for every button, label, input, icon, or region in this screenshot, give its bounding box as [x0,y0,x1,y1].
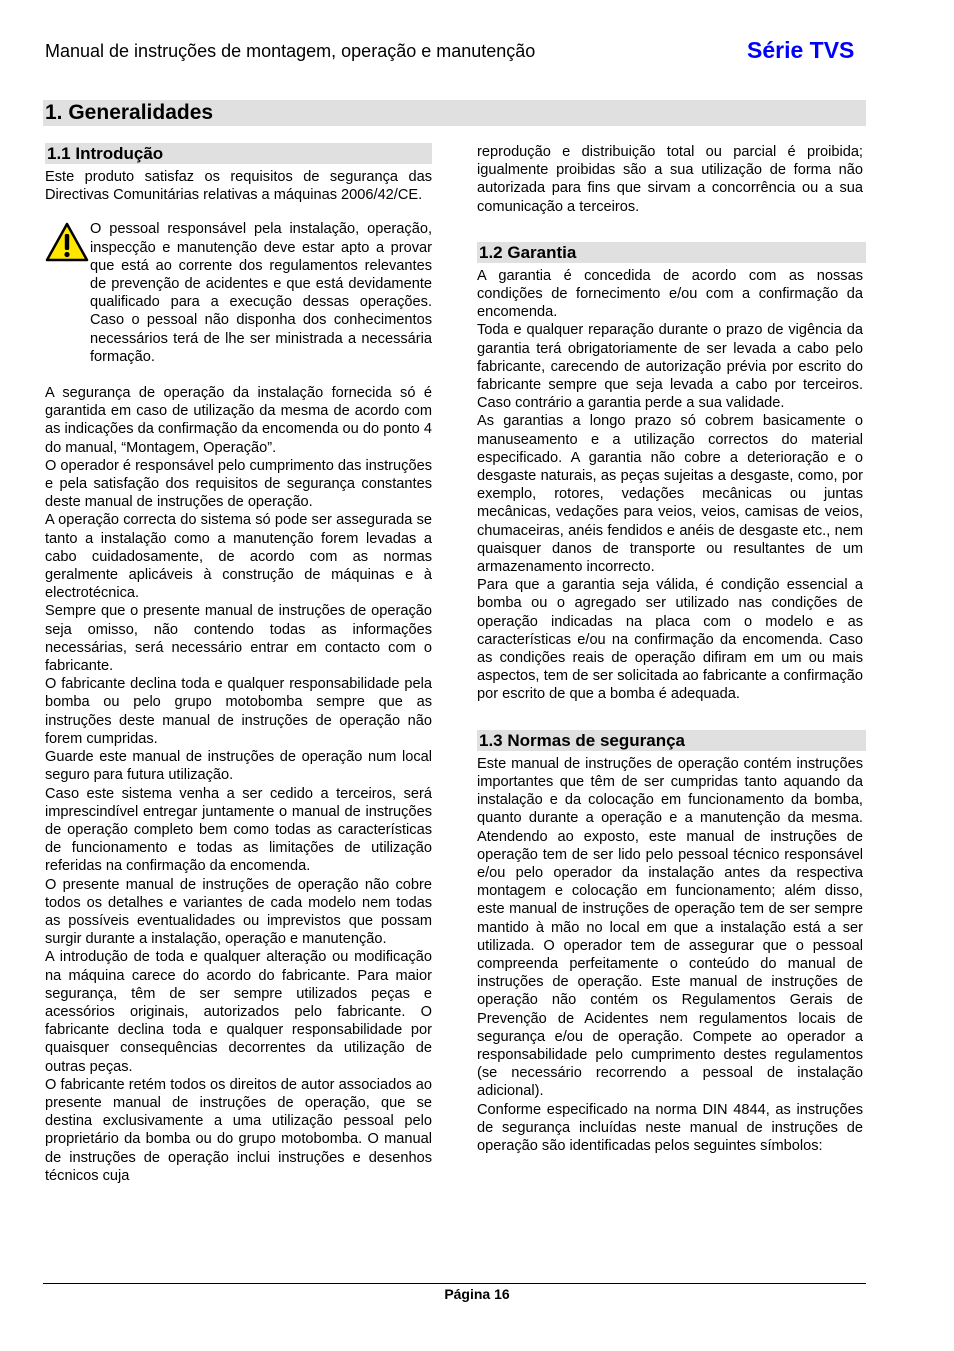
paragraph: Conforme especificado na norma DIN 4844, as instruções de segurança incluídas neste manual de instruções de operação são identificadas pelos seguintes símbolos: [477,1101,863,1154]
page-number: Página 16 [444,1286,510,1302]
series-label: Série TVS [747,37,855,63]
right-column [477,143,863,1155]
warning-triangle-icon [45,222,89,262]
subsection-heading-bar [477,730,866,751]
paragraph: Caso este sistema venha a ser cedido a terceiros, será imprescindível entregar juntamente o manual de instruções de operação completo bem como todas as características de funcionamento e todas as limitações de utilização referidas na confirmação da encomenda. [45,785,432,875]
subsection-title-safety: 1.3 Normas de segurança [479,730,685,750]
paragraph: O fabricante declina toda e qualquer responsabilidade pela bomba ou pelo grupo motobomba sempre que as instruções deste manual de instruções de operação não forem cumpridas. [45,676,432,747]
section-heading-bar [43,100,866,126]
paragraph: A introdução de toda e qualquer alteração ou modificação na máquina carece do acordo do fabricante. Para maior segurança, têm de ser sempre utilizados peças e acessórios originais, autorizados pelo fabricante. O fabricante declina toda e qualquer responsabilidade por quaisquer consequências decorrentes da utilização de outras peças. [45,949,432,1075]
warning-text: O pessoal responsável pela instalação, operação, inspecção e manutenção deve estar apto a provar que está ao corrente dos regulamentos relevantes de prevenção de acidentes e que está devidamente qualificado para a execução dessas operações. Caso o pessoal não disponha dos conhecimentos necessários terá de lhe ser ministrada a necessária formação. [90,221,432,365]
paragraph: Toda e qualquer reparação durante o prazo de vigência da garantia terá obrigatoriamente de ser levada a cabo pelo fabricante, carecendo de autorização prévia por escrito do fabricante sempre que seja levada a cabo por terceiros. Caso contrário a garantia perde a sua validade. [477,322,863,412]
warning-block [45,220,432,366]
section-title: 1. Generalidades [45,101,214,124]
paragraph: A garantia é concedida de acordo com as nossas condições de fornecimento e/ou com a confirmação da encomenda. [477,267,863,321]
paragraph: O fabricante retém todos os direitos de autor associados ao presente manual de instruções de operação, que se destina exclusivamente a uma utilização pessoal pelo proprietário da bomba ou do grupo motobomba. O manual de instruções de operação inclui instruções e desenhos técnicos cuja [45,1076,432,1184]
paragraph: O operador é responsável pelo cumprimento das instruções e pela satisfação dos requisitos de segurança constantes deste manual de instruções de operação. [45,457,432,511]
paragraph: Este manual de instruções de operação contém instruções importantes que têm de ser cumpridas tanto aquando da instalação e da colocação em funcionamento da bomba, quanto durante a operação e a manutenção da mesma. Atendendo ao exposto, este manual de instruções de operação tem de ser lido pelo pessoal técnico responsável e/ou pelo operador da instalação antes da respectiva montagem e colocação em funcionamento; além disso, este manual de instruções de operação tem de ser sempre mantido à mão no local em que a instalação está a ser utilizada. O operador tem de assegurar que o pessoal compreenda perfeitamente o conteúdo do manual de instruções de operação. Este manual de instruções de operação não contém os Regulamentos Gerais de Prevenção de Acidentes nem regulamentos locais de segurança e/ou de operação. Compete ao operador a responsabilidade pelo cumprimento destes regulamentos (se necessário recorrendo a pessoal de instalação adicional). [477,755,863,1100]
paragraph: Guarde este manual de instruções de operação num local seguro para futura utilização. [45,749,432,784]
subsection-heading-bar [477,242,866,263]
paragraph: A operação correcta do sistema só pode ser assegurada se tanto a instalação como a manutenção forem levadas a cabo cuidadosamente, de acordo com as normas geralmente aplicáveis à construção de máquinas e à electrotécnica. [45,512,432,602]
paragraph: Sempre que o presente manual de instruções de operação seja omisso, não contendo todas as informações necessárias, será necessário entrar em contacto com o fabricante. [45,603,432,675]
paragraph: Este produto satisfaz os requisitos de segurança das Directivas Comunitárias relativas a máquinas 2006/42/CE. [45,169,432,204]
paragraph: A segurança de operação da instalação fornecida só é garantida em caso de utilização da mesma de acordo com as indicações da confirmação da encomenda ou do ponto 4 do manual, “Montagem, Operação”. [45,385,432,456]
subsection-heading-bar [45,143,432,164]
subsection-title-intro: 1.1 Introdução [47,144,164,163]
paragraph-continued: reprodução e distribuição total ou parcial é proibida; igualmente proibidas são a sua utilização de forma não autorizada para fins que sirvam a concorrência ou a sua comunicação a terceiros. [477,144,863,215]
paragraph: Para que a garantia seja válida, é condição essencial a bomba ou o agregado ser utilizado nas condições de operação indicadas na placa com o modelo e as características e/ou na confirmação da encomenda. Caso as condições reais de operação difiram em um ou mais aspectos, tem de ser solicitada ao fabricante a confirmação por escrito de que a bomba é adequada. [477,577,863,703]
left-column [45,143,432,1185]
paragraph: As garantias a longo prazo só cobrem basicamente o manuseamento e a utilização correctos do material especificado. A garantia não cobre a deterioração e o desgaste naturais, as peças sujeitas a desgaste, como, por exemplo, rotores, vedações mecânicas ou juntas mecânicas, vedações para veios, veios, camisas de veios, chumaceiras, anéis fendidos e anéis de desgaste etc., nem quaisquer danos de transporte ou resultantes de um armazenamento incorrecto. [477,413,863,576]
paragraph: O presente manual de instruções de operação não cobre todos os detalhes e variantes de cada modelo nem todas as possíveis eventualidades ou imprevistos que possam surgir durante a instalação, operação e manutenção. [45,876,432,948]
document-header-title: Manual de instruções de montagem, operação e manutenção [45,41,536,61]
footer-divider [43,1283,866,1284]
subsection-title-warranty: 1.2 Garantia [479,242,577,262]
